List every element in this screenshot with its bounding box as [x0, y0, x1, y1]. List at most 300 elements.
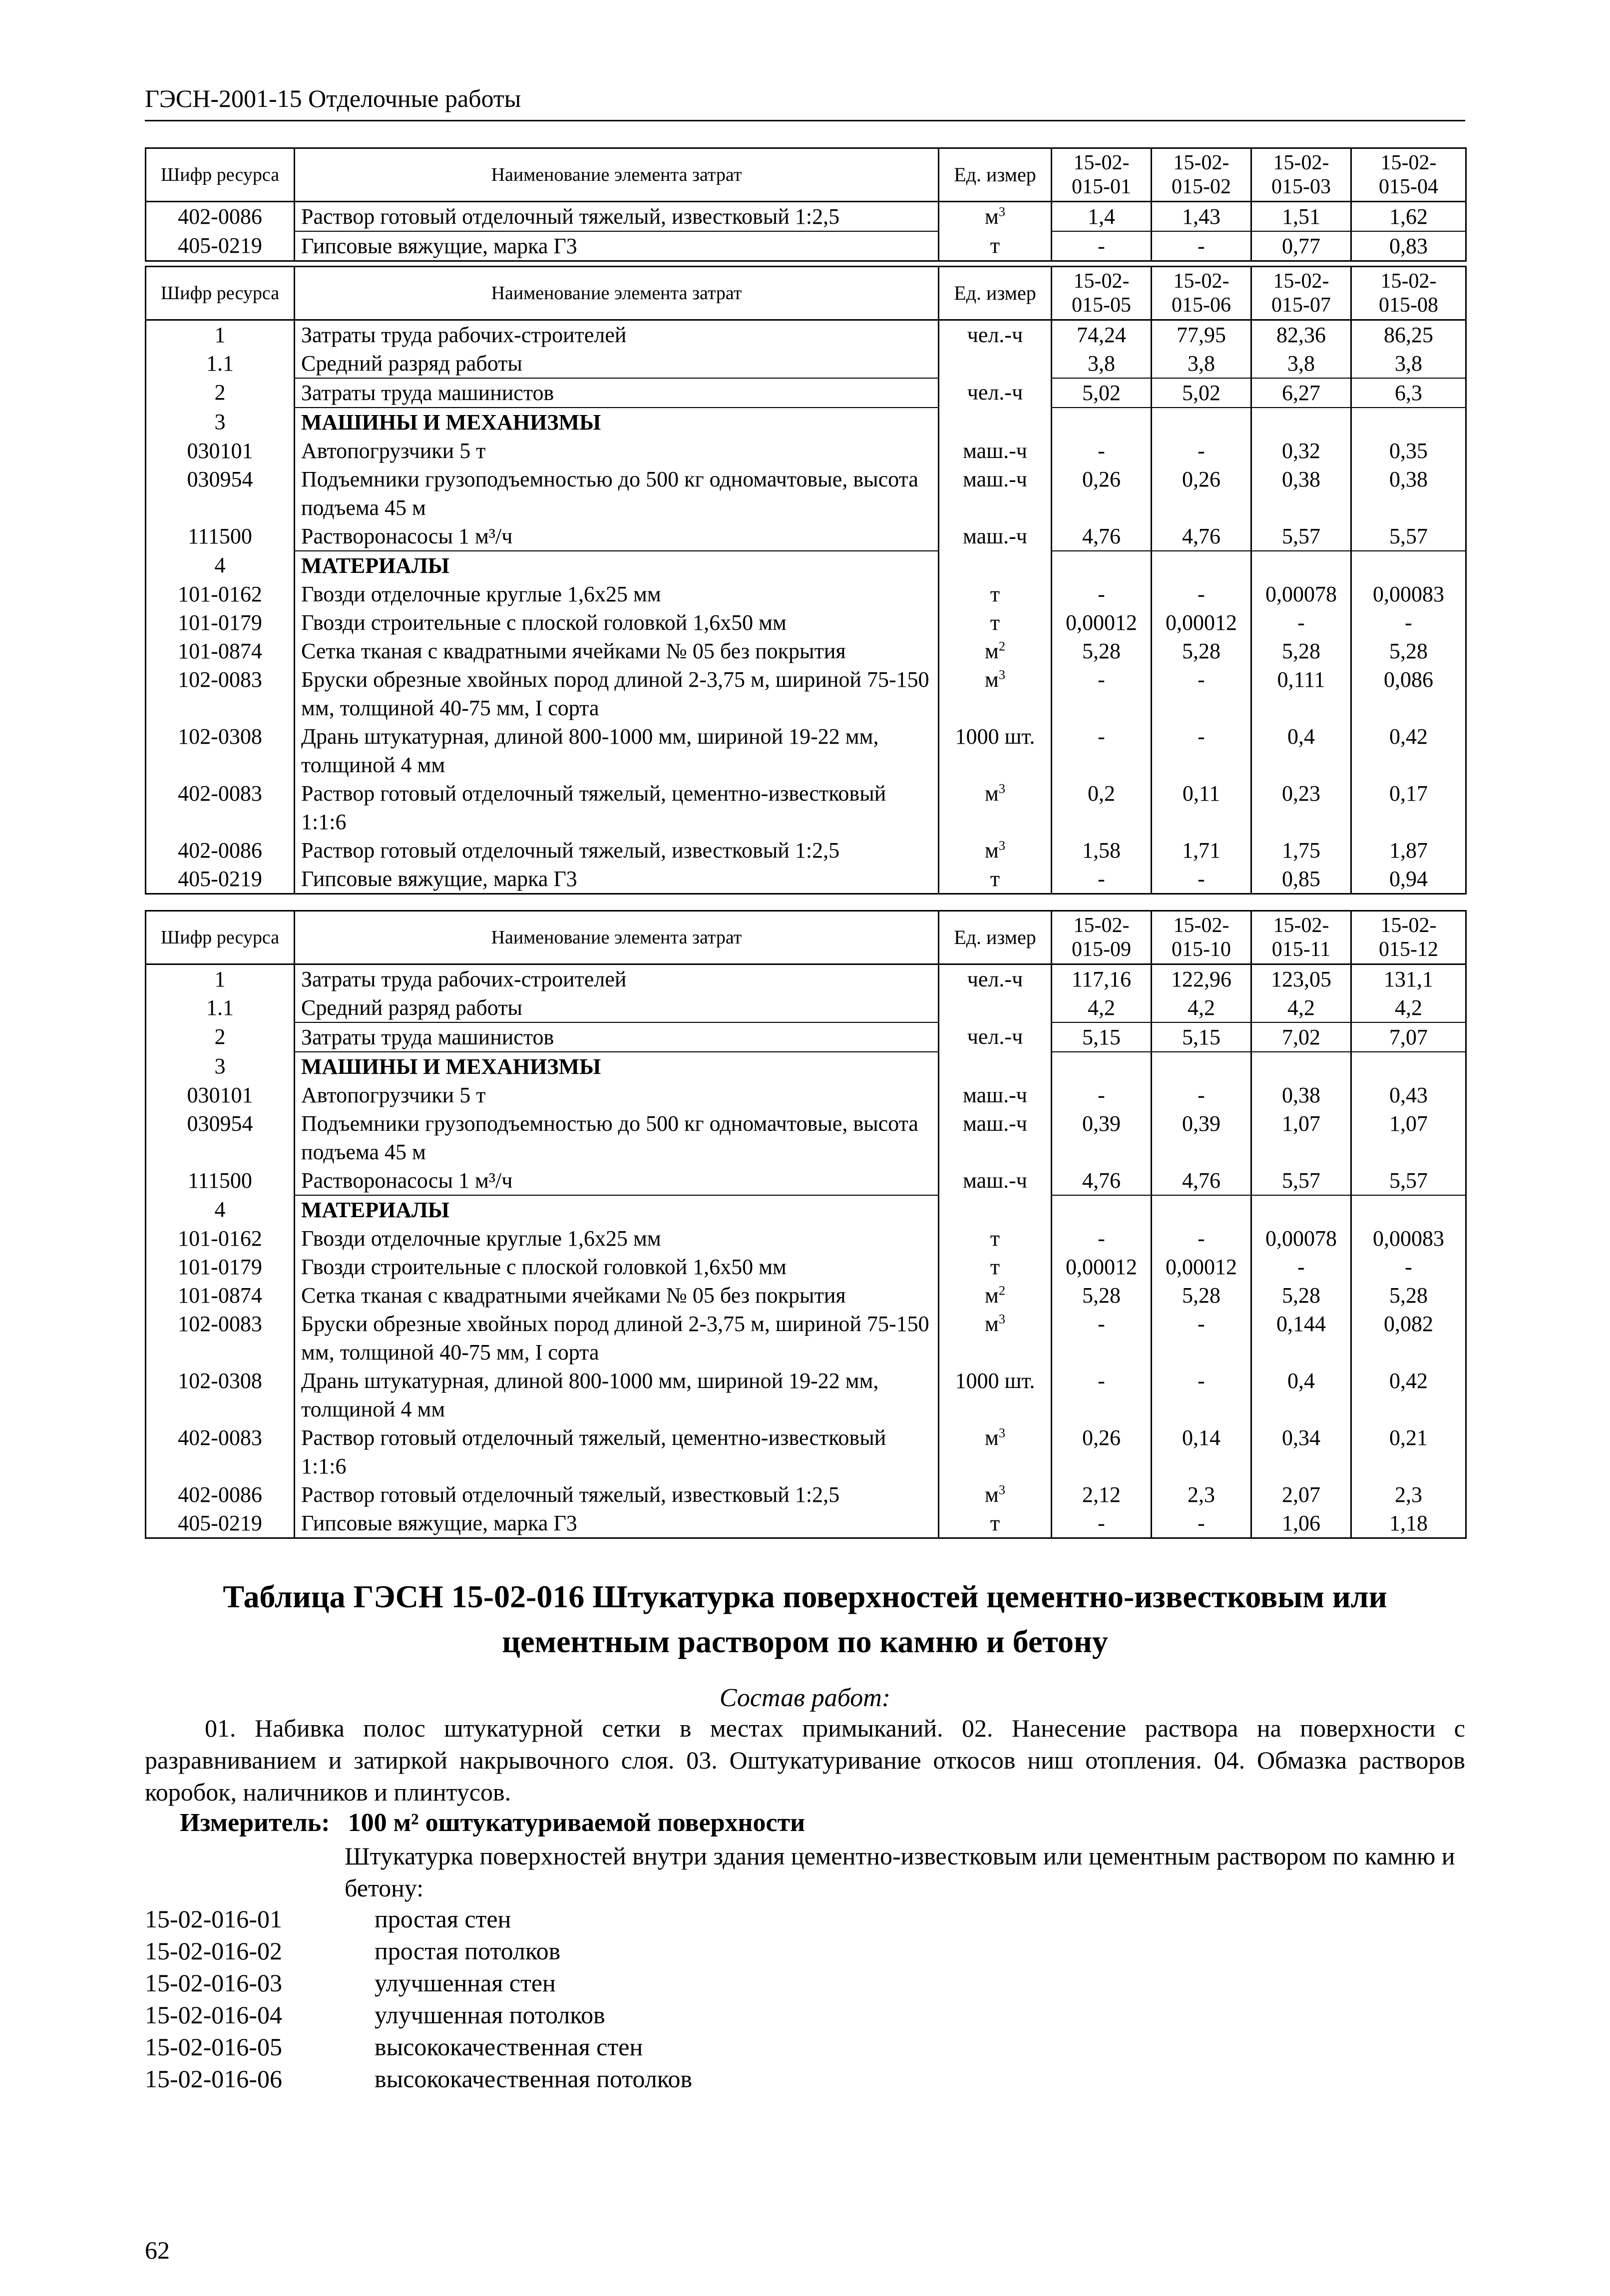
row-unit-text: т: [990, 582, 1000, 606]
header-column-code: [1052, 911, 1152, 964]
row-value: -: [1052, 865, 1152, 894]
row-unit-superscript: 2: [998, 1283, 1006, 1298]
code-item-desc: высококачественная стен: [375, 2033, 643, 2061]
row-value: 6,3: [1351, 378, 1466, 408]
row-value: 86,25: [1351, 320, 1466, 350]
header-column-code-part1: 15-02-: [1380, 151, 1437, 174]
row-unit-text: м: [984, 204, 999, 229]
code-item: [145, 1967, 692, 1999]
resource-table-2: [145, 266, 1467, 895]
row-code: 1: [146, 320, 295, 350]
code-item-desc: улучшенная потолков: [375, 2001, 605, 2029]
row-value: 2,07: [1251, 1480, 1351, 1509]
row-value: 1,75: [1251, 836, 1351, 865]
table-row: [146, 1423, 1466, 1480]
row-value: -: [1052, 665, 1152, 722]
row-name: Средний разряд работы: [295, 993, 939, 1022]
header-rule: [145, 120, 1465, 121]
row-value: 5,15: [1152, 1022, 1251, 1052]
row-value: 0,77: [1251, 231, 1351, 261]
row-unit-superscript: 3: [998, 1425, 1006, 1440]
row-value: 0,00083: [1351, 1224, 1466, 1253]
row-value: 0,17: [1351, 779, 1466, 836]
row-value: 0,85: [1251, 865, 1351, 894]
row-value: 5,28: [1152, 637, 1251, 665]
row-code: 102-0308: [146, 722, 295, 779]
code-item-code: 15-02-016-01: [145, 1905, 282, 1933]
row-value: 5,28: [1251, 637, 1351, 665]
table-header-row: [146, 148, 1466, 202]
row-value: -: [1152, 1509, 1251, 1538]
row-unit-text: т: [990, 1511, 1000, 1535]
table-row: [146, 1509, 1466, 1538]
row-name: Гвозди строительные с плоской головкой 1,6х50 мм: [295, 608, 939, 637]
table-row: [146, 580, 1466, 608]
row-name: Бруски обрезные хвойных пород длиной 2-3,75 м, шириной 75-150 мм, толщиной 40-75 мм, I сорта: [295, 665, 939, 722]
table-row: [146, 722, 1466, 779]
row-code: 402-0083: [146, 779, 295, 836]
row-value: -: [1152, 437, 1251, 465]
row-unit: [939, 1195, 1052, 1224]
row-value: 5,28: [1152, 1281, 1251, 1310]
code-item: [145, 2063, 692, 2095]
row-unit-superscript: 3: [998, 838, 1006, 853]
row-unit-text: маш.-ч: [963, 1083, 1027, 1107]
row-value: 1,07: [1251, 1109, 1351, 1166]
code-item-code: 15-02-016-04: [145, 2001, 282, 2029]
header-column-code-part2: 015-12: [1379, 938, 1438, 961]
row-unit: [939, 779, 1052, 836]
table-row: [146, 1367, 1466, 1423]
row-unit: [939, 349, 1052, 378]
row-name: Бруски обрезные хвойных пород длиной 2-3,75 м, шириной 75-150 мм, толщиной 40-75 мм, I сорта: [295, 1310, 939, 1367]
header-column-code-part2: 015-09: [1072, 938, 1131, 961]
row-unit-text: т: [990, 610, 1000, 635]
table-row: [146, 1310, 1466, 1367]
row-unit: [939, 202, 1052, 232]
row-unit-text: м: [984, 1482, 999, 1507]
row-name: Подъемники грузоподъемностью до 500 кг одномачтовые, высота подъема 45 м: [295, 465, 939, 522]
row-value: 5,57: [1351, 1166, 1466, 1195]
row-value: -: [1152, 722, 1251, 779]
row-value: 117,16: [1052, 964, 1152, 994]
row-code: 030101: [146, 1081, 295, 1109]
row-value: 1,07: [1351, 1109, 1466, 1166]
resource-table-3: [145, 910, 1467, 1539]
section-heading: МАТЕРИАЛЫ: [295, 551, 939, 580]
row-value: 0,00078: [1251, 580, 1351, 608]
row-value: 0,38: [1251, 465, 1351, 522]
row-value: -: [1251, 1253, 1351, 1281]
row-value: -: [1152, 865, 1251, 894]
row-value: -: [1152, 1367, 1251, 1423]
row-code: 102-0083: [146, 665, 295, 722]
row-value: -: [1351, 608, 1466, 637]
row-value: 7,02: [1251, 1022, 1351, 1052]
row-value: [1152, 408, 1251, 437]
row-value: [1351, 551, 1466, 580]
table-row: [146, 1224, 1466, 1253]
code-item: [145, 1999, 692, 2031]
row-unit: [939, 437, 1052, 465]
row-unit: [939, 964, 1052, 994]
row-value: -: [1052, 1509, 1152, 1538]
work-composition-text: 01. Набивка полос штукатурной сетки в местах примыканий. 02. Нанесение раствора на поверхности с разравниванием и затиркой накрывочного слоя. 03. Оштукатуривание откосов ниш отопления. 04. Обмазка растворов коробок, наличников и плинтусов.: [145, 1714, 1465, 1806]
row-code: 4: [146, 551, 295, 580]
row-unit-text: 1000 шт.: [955, 724, 1035, 749]
row-unit: [939, 865, 1052, 894]
row-code: 402-0083: [146, 1423, 295, 1480]
row-unit: [939, 1509, 1052, 1538]
header-column-code-part2: 015-11: [1271, 938, 1331, 961]
header-unit: Ед. измер: [939, 911, 1052, 964]
row-value: 0,00012: [1052, 608, 1152, 637]
header-unit: Ед. измер: [939, 267, 1052, 320]
row-code: 101-0874: [146, 1281, 295, 1310]
table-row: [146, 836, 1466, 865]
row-value: 0,11: [1152, 779, 1251, 836]
row-value: 4,2: [1152, 993, 1251, 1022]
row-unit-text: чел.-ч: [967, 323, 1023, 347]
row-code: 402-0086: [146, 202, 295, 232]
row-value: 0,35: [1351, 437, 1466, 465]
header-column-code-part1: 15-02-: [1073, 270, 1130, 293]
row-value: -: [1052, 1310, 1152, 1367]
work-subtitle: Штукатурка поверхностей внутри здания цементно-известковым или цементным раствором по камню и бетону:: [345, 1842, 1455, 1902]
row-value: 5,57: [1251, 1166, 1351, 1195]
row-value: -: [1351, 1253, 1466, 1281]
resource-table-1: [145, 147, 1467, 262]
row-code: 101-0179: [146, 608, 295, 637]
code-item-desc: простая стен: [375, 1905, 511, 1933]
row-name: Дрань штукатурная, длиной 800-1000 мм, шириной 19-22 мм, толщиной 4 мм: [295, 1367, 939, 1423]
row-value: 82,36: [1251, 320, 1351, 350]
header-column-code-part2: 015-10: [1172, 938, 1231, 961]
row-name: Раствор готовый отделочный тяжелый, известковый 1:2,5: [295, 836, 939, 865]
table-row: [146, 1081, 1466, 1109]
header-name: Наименование элемента затрат: [295, 911, 939, 964]
table-row: [146, 408, 1466, 437]
row-value: 0,086: [1351, 665, 1466, 722]
table-row: [146, 665, 1466, 722]
row-code: 101-0179: [146, 1253, 295, 1281]
row-unit: [939, 1281, 1052, 1310]
row-value: [1052, 408, 1152, 437]
row-unit-text: маш.-ч: [963, 524, 1027, 548]
row-unit: [939, 320, 1052, 350]
row-value: -: [1251, 608, 1351, 637]
row-unit-text: т: [990, 1255, 1000, 1279]
row-name: Дрань штукатурная, длиной 800-1000 мм, шириной 19-22 мм, толщиной 4 мм: [295, 722, 939, 779]
row-unit-text: маш.-ч: [963, 439, 1027, 463]
code-item-code: 15-02-016-06: [145, 2065, 282, 2093]
table-row: [146, 465, 1466, 522]
row-unit: [939, 522, 1052, 551]
row-unit: [939, 1109, 1052, 1166]
row-value: -: [1152, 231, 1251, 261]
row-unit-superscript: 3: [998, 204, 1006, 219]
table-row: [146, 1253, 1466, 1281]
row-value: 2,3: [1351, 1480, 1466, 1509]
table-row: [146, 551, 1466, 580]
row-value: 0,21: [1351, 1423, 1466, 1480]
header-column-code-part1: 15-02-: [1380, 270, 1437, 293]
header-name: Наименование элемента затрат: [295, 148, 939, 202]
row-name: Затраты труда машинистов: [295, 1022, 939, 1052]
header-column-code: [1052, 267, 1152, 320]
row-code: 030954: [146, 1109, 295, 1166]
row-value: [1152, 1195, 1251, 1224]
row-value: -: [1052, 231, 1152, 261]
row-value: 5,15: [1052, 1022, 1152, 1052]
row-value: 0,38: [1251, 1081, 1351, 1109]
header-column-code-part1: 15-02-: [1173, 151, 1229, 174]
header-column-code-part2: 015-08: [1379, 294, 1438, 317]
row-unit-text: маш.-ч: [963, 1111, 1027, 1136]
row-value: [1251, 1195, 1351, 1224]
row-value: [1351, 1195, 1466, 1224]
row-name: Раствор готовый отделочный тяжелый, известковый 1:2,5: [295, 1480, 939, 1509]
row-value: 4,76: [1152, 522, 1251, 551]
header-column-code: [1251, 148, 1351, 202]
row-unit: [939, 580, 1052, 608]
row-unit-text: м: [984, 838, 999, 863]
row-unit-text: м: [984, 781, 999, 806]
header-column-code-part1: 15-02-: [1273, 914, 1329, 937]
row-value: 131,1: [1351, 964, 1466, 994]
row-value: 0,42: [1351, 1367, 1466, 1423]
code-item-code: 15-02-016-05: [145, 2033, 282, 2061]
row-code: 402-0086: [146, 1480, 295, 1509]
row-code: 405-0219: [146, 1509, 295, 1538]
row-unit: [939, 1367, 1052, 1423]
row-unit: [939, 608, 1052, 637]
row-name: Автопогрузчики 5 т: [295, 1081, 939, 1109]
table-row: [146, 1281, 1466, 1310]
table-row: [146, 964, 1466, 994]
row-name: Гипсовые вяжущие, марка Г3: [295, 1509, 939, 1538]
row-value: -: [1152, 1081, 1251, 1109]
header-column-code-part2: 015-07: [1271, 294, 1331, 317]
row-unit-text: чел.-ч: [967, 380, 1023, 405]
row-value: 0,83: [1351, 231, 1466, 261]
row-value: 2,12: [1052, 1480, 1152, 1509]
table-row: [146, 1022, 1466, 1052]
row-unit: [939, 993, 1052, 1022]
row-code: 101-0162: [146, 1224, 295, 1253]
section-heading: МАТЕРИАЛЫ: [295, 1195, 939, 1224]
row-unit: [939, 1081, 1052, 1109]
row-name: Затраты труда рабочих-строителей: [295, 964, 939, 994]
row-value: [1052, 1195, 1152, 1224]
row-value: [1351, 1052, 1466, 1081]
code-item-desc: улучшенная стен: [375, 1969, 556, 1997]
header-column-code: [1251, 911, 1351, 964]
header-column-code-part1: 15-02-: [1380, 914, 1437, 937]
row-unit: [939, 1423, 1052, 1480]
row-unit: [939, 722, 1052, 779]
row-unit: [939, 637, 1052, 665]
header-column-code-part1: 15-02-: [1273, 270, 1329, 293]
row-unit-text: м: [984, 1312, 999, 1336]
row-value: 122,96: [1152, 964, 1251, 994]
header-code: Шифр ресурса: [146, 148, 295, 202]
table-row: [146, 202, 1466, 232]
row-code: 1: [146, 964, 295, 994]
header-column-code: [1351, 148, 1466, 202]
header-column-code: [1152, 911, 1251, 964]
row-code: 030954: [146, 465, 295, 522]
row-value: 74,24: [1052, 320, 1152, 350]
row-value: 0,00078: [1251, 1224, 1351, 1253]
row-value: 1,43: [1152, 202, 1251, 232]
row-unit: [939, 1253, 1052, 1281]
row-value: 5,28: [1351, 1281, 1466, 1310]
row-value: [1251, 1052, 1351, 1081]
row-value: [1251, 408, 1351, 437]
table-row: [146, 437, 1466, 465]
row-value: 0,00012: [1152, 608, 1251, 637]
row-unit-text: чел.-ч: [967, 1024, 1023, 1049]
table-row: [146, 1480, 1466, 1509]
table-row: [146, 231, 1466, 261]
running-header: ГЭСН-2001-15 Отделочные работы: [145, 84, 521, 112]
row-value: 1,4: [1052, 202, 1152, 232]
header-code: Шифр ресурса: [146, 911, 295, 964]
row-unit: [939, 665, 1052, 722]
row-code: 030101: [146, 437, 295, 465]
row-value: 5,28: [1251, 1281, 1351, 1310]
row-value: 2,3: [1152, 1480, 1251, 1509]
table-row: [146, 378, 1466, 408]
row-unit-superscript: 3: [998, 1311, 1006, 1327]
table-header-row: [146, 911, 1466, 964]
row-value: 1,51: [1251, 202, 1351, 232]
row-unit: [939, 231, 1052, 261]
row-code: 3: [146, 408, 295, 437]
row-name: Растворонасосы 1 м³/ч: [295, 1166, 939, 1195]
row-value: 4,76: [1152, 1166, 1251, 1195]
row-unit: [939, 408, 1052, 437]
row-code: 102-0308: [146, 1367, 295, 1423]
row-code: 101-0874: [146, 637, 295, 665]
row-name: Раствор готовый отделочный тяжелый, цементно-известковый 1:1:6: [295, 1423, 939, 1480]
row-value: 3,8: [1052, 349, 1152, 378]
row-value: 0,111: [1251, 665, 1351, 722]
row-value: 0,4: [1251, 722, 1351, 779]
row-value: 4,2: [1351, 993, 1466, 1022]
row-value: 5,28: [1351, 637, 1466, 665]
row-unit-text: т: [990, 233, 1000, 258]
row-unit-text: маш.-ч: [963, 1168, 1027, 1193]
meter-label: Измеритель:: [180, 1809, 330, 1837]
row-unit-text: м: [984, 667, 999, 692]
table-row: [146, 349, 1466, 378]
header-unit: Ед. измер: [939, 148, 1052, 202]
row-code: 402-0086: [146, 836, 295, 865]
row-value: 0,082: [1351, 1310, 1466, 1367]
row-value: [1052, 551, 1152, 580]
table-header-row: [146, 267, 1466, 320]
table-row: [146, 1052, 1466, 1081]
header-column-code-part2: 015-03: [1271, 175, 1331, 198]
row-value: 1,58: [1052, 836, 1152, 865]
row-code: 1.1: [146, 349, 295, 378]
row-value: -: [1052, 1081, 1152, 1109]
row-value: -: [1052, 1224, 1152, 1253]
row-value: 0,42: [1351, 722, 1466, 779]
row-name: Гвозди строительные с плоской головкой 1,6х50 мм: [295, 1253, 939, 1281]
row-unit: [939, 378, 1052, 408]
row-value: 0,00012: [1052, 1253, 1152, 1281]
row-name: Средний разряд работы: [295, 349, 939, 378]
row-value: 0,34: [1251, 1423, 1351, 1480]
row-code: 111500: [146, 1166, 295, 1195]
row-value: -: [1152, 665, 1251, 722]
row-unit-superscript: 2: [998, 638, 1006, 654]
row-value: -: [1152, 1224, 1251, 1253]
section-heading: МАШИНЫ И МЕХАНИЗМЫ: [295, 1052, 939, 1081]
row-unit-text: м: [984, 639, 999, 663]
header-column-code-part1: 15-02-: [1073, 151, 1130, 174]
header-column-code-part2: 015-04: [1379, 175, 1438, 198]
row-code: 405-0219: [146, 231, 295, 261]
code-item: [145, 1935, 692, 1967]
row-value: 5,57: [1351, 522, 1466, 551]
row-value: 0,43: [1351, 1081, 1466, 1109]
row-unit: [939, 1022, 1052, 1052]
row-unit: [939, 1166, 1052, 1195]
row-value: 0,00083: [1351, 580, 1466, 608]
row-name: Автопогрузчики 5 т: [295, 437, 939, 465]
table-row: [146, 608, 1466, 637]
row-code: 4: [146, 1195, 295, 1224]
header-column-code: [1351, 267, 1466, 320]
row-unit: [939, 1224, 1052, 1253]
header-column-code: [1152, 267, 1251, 320]
row-code: 2: [146, 378, 295, 408]
row-value: 77,95: [1152, 320, 1251, 350]
row-value: 5,02: [1152, 378, 1251, 408]
row-value: -: [1052, 580, 1152, 608]
row-unit-text: м: [984, 1283, 999, 1308]
row-name: Затраты труда машинистов: [295, 378, 939, 408]
row-value: 5,57: [1251, 522, 1351, 551]
row-code: 405-0219: [146, 865, 295, 894]
row-unit: [939, 836, 1052, 865]
row-unit: [939, 465, 1052, 522]
header-column-code: [1251, 267, 1351, 320]
row-name: Гипсовые вяжущие, марка Г3: [295, 865, 939, 894]
header-column-code-part1: 15-02-: [1273, 151, 1329, 174]
code-item-code: 15-02-016-02: [145, 1937, 282, 1965]
row-value: 123,05: [1251, 964, 1351, 994]
row-value: 0,2: [1052, 779, 1152, 836]
row-code: 1.1: [146, 993, 295, 1022]
meter-value: 100 м² оштукатуриваемой поверхности: [348, 1809, 805, 1837]
table-title: Таблица ГЭСН 15-02-016 Штукатурка поверхностей цементно-известковым или цементным раствором по камню и бетону: [223, 1579, 1387, 1659]
row-value: 4,2: [1251, 993, 1351, 1022]
table-row: [146, 522, 1466, 551]
header-column-code: [1152, 148, 1251, 202]
header-column-code: [1052, 148, 1152, 202]
header-column-code-part1: 15-02-: [1173, 914, 1229, 937]
row-value: [1351, 408, 1466, 437]
code-list: [145, 1903, 692, 2095]
row-value: 0,39: [1052, 1109, 1152, 1166]
header-column-code-part1: 15-02-: [1073, 914, 1130, 937]
section-heading: МАШИНЫ И МЕХАНИЗМЫ: [295, 408, 939, 437]
